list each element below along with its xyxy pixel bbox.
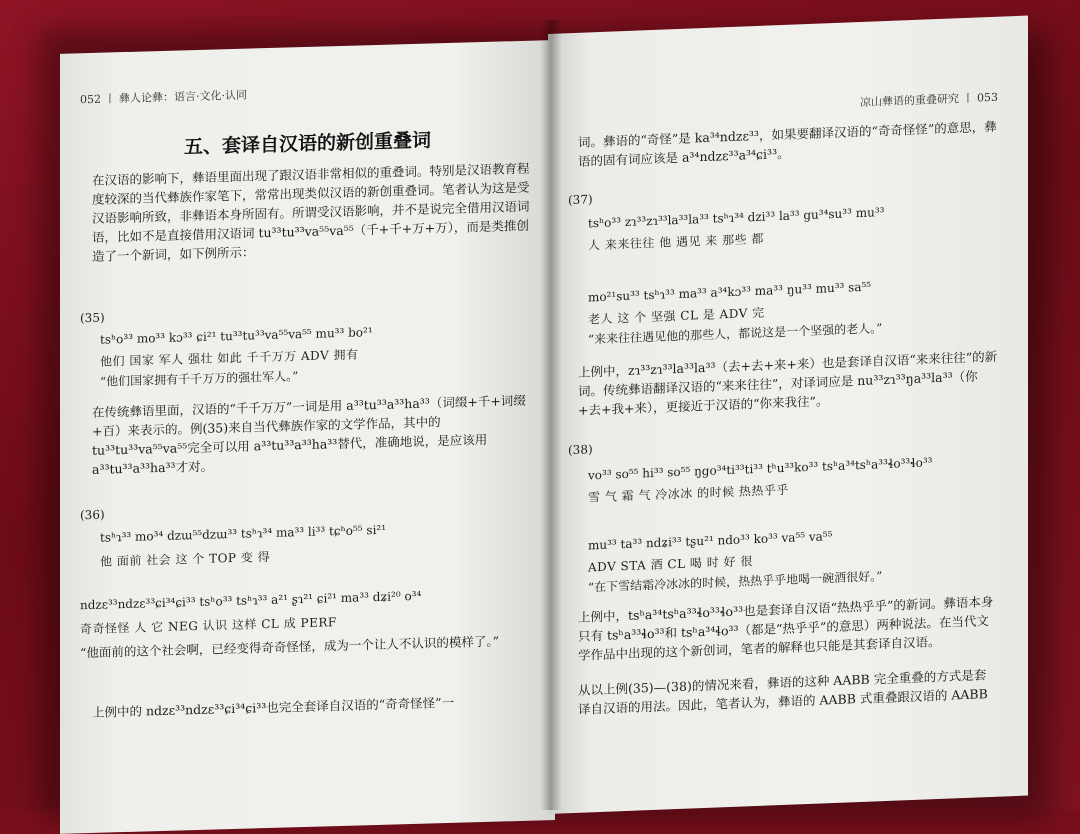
example-36-gloss-2: 奇奇怪怪 人 它 NEG 认识 这样 CL 成 PERF xyxy=(80,615,337,637)
example-38-gloss-1: 雪 气 霜 气 冷冰冰 的时候 热热乎乎 xyxy=(588,482,789,505)
example-37-gloss-2: 老人 这 个 坚强 CL 是 ADV 完 xyxy=(588,305,765,327)
example-35-phonetic: tsʰo³³ mo³³ kɔ³³ ɕi²¹ tu³³tu³³va⁵⁵va⁵⁵ mu³³ bo²¹ xyxy=(100,325,373,347)
example-38-phonetic-2: mu³³ ta³³ ndʑi³³ tʂu²¹ ndo³³ ko³³ va⁵⁵ va⁵⁵ xyxy=(588,529,833,553)
example-36-phonetic-1: tsʰɿ³³ mo³⁴ dzɯ⁵⁵dzɯ³³ tsʰɿ³⁴ ma³³ li³³ tɕʰo⁵⁵ si²¹ xyxy=(100,522,387,545)
book-gutter-shadow xyxy=(540,20,562,810)
example-37-phonetic-2: mo²¹su³³ tsʰɿ³³ ma³³ a³⁴kɔ³³ ma³³ ŋu³³ mu³³ sa⁵⁵ xyxy=(588,279,872,305)
example-35-label: (35) xyxy=(80,310,105,326)
example-36-label: (36) xyxy=(80,507,105,523)
example-38-label: (38) xyxy=(568,442,593,458)
example-37-gloss-1: 人 来来往往 他 遇见 来 那些 都 xyxy=(588,231,764,253)
example-38-phonetic-1: vo³³ so⁵⁵ hi³³ so⁵⁵ ŋgo³⁴ti³³ti³³ tʰu³³ko³³ tsʰa³⁴tsʰa³³ɬo³³ɬo³³ xyxy=(588,455,933,483)
right-paragraph-2: 上例中，zɿ³³zɿ³³la³³la³³（去+去+来+来）也是套译自汉语“来来往往”的新词。传统彝语翻译汉语的“来来往往”，对译词应是 nu³³zɿ³³ŋa³³la³³（你+去+我+来），更接近于汉语的“你来我往”。 xyxy=(578,348,998,418)
example-35-translation: “他们国家拥有千千万万的强壮军人。” xyxy=(100,369,299,389)
example-38-translation: “在下雪结霜冷冰冰的时候，热热乎乎地喝一碗酒很好。” xyxy=(588,569,883,595)
left-paragraph-2: 在传统彝语里面，汉语的“千千万万”一词是用 a³³tu³³a³³ha³³（词缀+千+词缀+百）来表示的。例(35)来自当代彝族作家的文学作品，其中的 tu³³tu³³va⁵⁵va⁵⁵完全可以用 a³³tu³³a³³ha³³替代，准确地说，是应该用 a³³tu³³a³³ha³³才对。 xyxy=(92,392,526,477)
left-paragraph-1: 在汉语的影响下，彝语里面出现了跟汉语非常相似的重叠词。特别是汉语教育程度较深的当代彝族作家笔下，常常出现类似汉语的新创重叠词。笔者认为这是受汉语影响所致，非彝语本身所固有。所谓受汉语影响，并不是说完全借用汉语词语，比如不是直接借用汉语词 tu³³tu³³va⁵⁵va⁵⁵（千+千+万+万），而是类推创造了一个新词，如下例所示： xyxy=(92,160,530,264)
right-paragraph-4: 从以上例(35)—(38)的情况来看，彝语的这种 AABB 完全重叠的方式是套译自汉语的用法。因此，笔者认为，彝语的 AABB 式重叠跟汉语的 AABB xyxy=(578,667,988,717)
example-35-gloss: 他们 国家 军人 强壮 如此 千千万万 ADV 拥有 xyxy=(100,347,359,369)
left-running-head: 052 丨 彝人论彝：语言·文化·认同 xyxy=(80,88,247,107)
right-page xyxy=(548,16,1028,814)
section-title: 五、套译自汉语的新创重叠词 xyxy=(183,129,431,159)
example-37-label: (37) xyxy=(568,192,593,208)
example-38-gloss-2: ADV STA 酒 CL 喝 时 好 很 xyxy=(588,554,753,575)
example-36-gloss-1: 他 面前 社会 这 个 TOP 变 得 xyxy=(100,549,271,569)
example-36-phonetic-2: ndzɛ³³ndzɛ³³ɕi³⁴ɕi³³ tsʰo³³ tsʰɿ³³ a²¹ ʂɿ²¹ ɕi²¹ ma³³ dʑi²⁰ o³⁴ xyxy=(80,588,422,613)
left-page xyxy=(60,40,555,834)
right-running-head: 凉山彝语的重叠研究 丨 053 xyxy=(860,90,998,110)
example-37-translation: “来来往往遇见他的那些人，都说这是一个坚强的老人。” xyxy=(588,321,883,347)
left-paragraph-3: 上例中的 ndzɛ³³ndzɛ³³ɕi³⁴ɕi³³也完全套译自汉语的“奇奇怪怪”一 xyxy=(92,694,455,720)
right-paragraph-1: 词。彝语的“奇怪”是 ka³⁴ndzɛ³³，如果要翻译汉语的“奇奇怪怪”的意思，彝语的固有词应该是 a³⁴ndzɛ³³a³⁴ɕi³³。 xyxy=(578,118,997,169)
right-paragraph-3: 上例中，tsʰa³⁴tsʰa³³ɬo³³ɬo³³也是套译自汉语“热热乎乎”的新词。彝语本身只有 tsʰa³³ɬo³³和 tsʰa³⁴ɬo³³（都是“热乎乎”的意思）两种说法。在当代文学作品中出现的这个新创词，笔者的解释也只能是其套译自汉语。 xyxy=(578,593,994,663)
example-37-phonetic-1: tsʰo³³ zɿ³³zɿ³³la³³la³³ tsʰɿ³⁴ dzi³³ la³³ gu³⁴su³³ mu³³ xyxy=(588,205,885,231)
example-36-translation: “他面前的这个社会啊，已经变得奇奇怪怪，成为一个让人不认识的模样了。” xyxy=(80,633,500,661)
